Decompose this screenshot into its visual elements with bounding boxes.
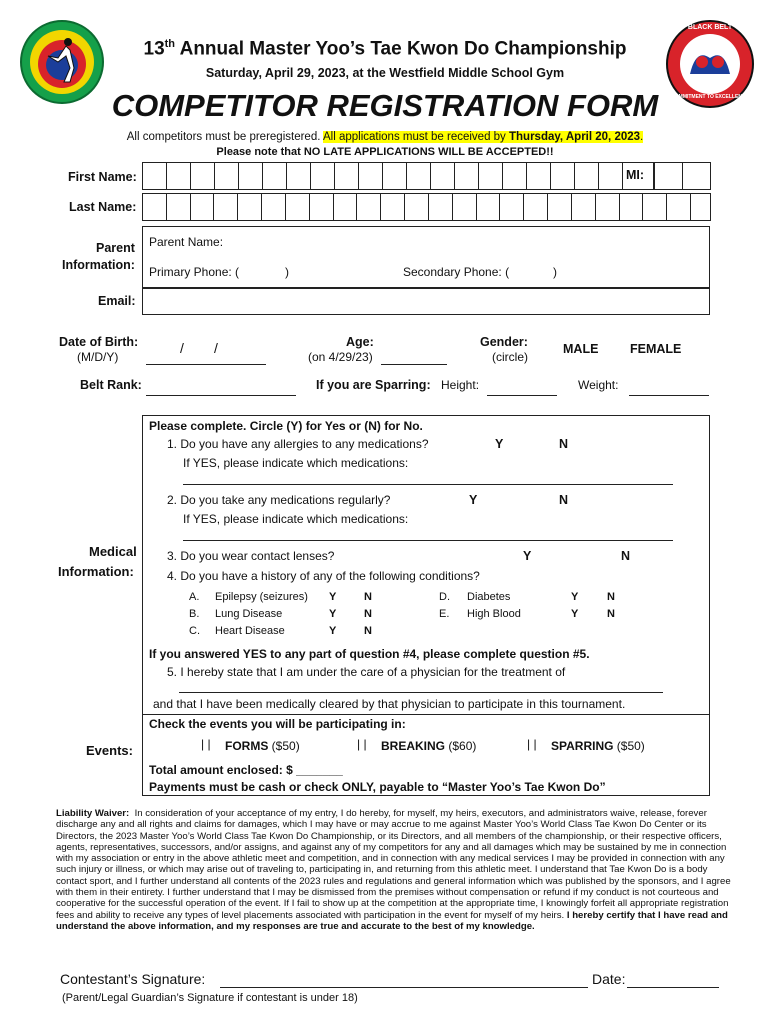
medical-label-1: Medical [89,544,137,559]
dob-label: Date of Birth: [59,335,139,349]
cond-e-letter: E. [439,608,450,620]
liability-waiver: Liability Waiver: In consideration of your acceptance of my entry, I do hereby, for myself, my heirs, executors, and administrators waive, release, forever discharge any and all rights and claims for damages, which I may have or may accrue to me against Master Yoo’s World Class Tae Kwon Do Center or its Directors, the 2023 Master Yoo’s World Class Tae Kwon Do Championship, or its Directors, and all members of the championship, or their respective officers, agents, representatives, successors, and/or assigns, and against any of my competitors for any and all damages which may be sustained by me in connection with my association or entry in the above athletic meet and competition, and in connection with any medical services I may be provided in connection with any such injury or illness, or which may arise out of traveling to, participating in, and returning from this athletic meet. I understand that Tae Kwon Do is a body contact sport, and I further understand all contents of the 2023 rules and regulations and general information which was published by the sponsors, and I agree with them in their entirety. I further understand that I may be dismissed from the premises without compensation or refund if my conduct is not courteous and cooperative for the successful operation of the event. If I fail to show up at the competition at the appropriate time, I knowingly forfeit all appropriate registration fees and ability to receive any types of level placements associated with participation in the event for myself of my heirs. I hereby certify that I have read and understand the above information, and my responses are true and accurate to the best of my knowledge. [56,808,731,932]
cond-a: Epilepsy (seizures) [215,591,308,603]
q1-answer-line[interactable] [183,472,673,485]
form-title: COMPETITOR REGISTRATION FORM [111,88,659,123]
cond-a-yes[interactable]: Y [329,591,337,603]
cond-a-letter: A. [189,591,200,603]
date-label: Date: [592,971,626,987]
cond-d-yes[interactable]: Y [571,591,579,603]
first-name-label: First Name: [68,170,137,184]
q2-no[interactable]: N [559,493,569,507]
cond-b-yes[interactable]: Y [329,608,337,620]
parent-name-field[interactable]: Parent Name: [149,235,224,249]
mi-boxes[interactable] [654,162,711,190]
email-field[interactable] [142,288,710,315]
date-field[interactable] [627,972,719,988]
q5-end: and that I have been medically cleared by that physician to participate in this tournament. [153,697,626,711]
belt-rank-label: Belt Rank: [80,378,142,392]
mi-label: MI: [626,168,645,182]
height-label: Height: [441,378,480,392]
gender-label: Gender: [480,335,528,349]
seal-text-top: BLACK BELT [687,24,733,31]
parent-label-1: Parent [96,241,135,255]
gender-note: (circle) [492,350,528,364]
signature-label: Contestant’s Signature: [60,971,206,987]
q2-sub: If YES, please indicate which medications: [183,512,409,526]
first-name-boxes[interactable] [142,162,623,190]
cond-c: Heart Disease [215,625,285,637]
total-amount[interactable]: Total amount enclosed: $ _______ [149,763,343,777]
seal-text-bottom: COMMITMENT TO EXCELLENCE [671,94,749,100]
signature-field[interactable] [220,972,588,988]
email-label: Email: [98,294,136,308]
left-logo [20,20,104,104]
cond-a-no[interactable]: N [364,591,372,603]
q2-yes[interactable]: Y [469,493,478,507]
q1-yes[interactable]: Y [495,437,504,451]
q1-sub: If YES, please indicate which medications: [183,456,409,470]
age-note: (on 4/29/23) [308,350,373,364]
weight-label: Weight: [578,378,619,392]
cond-e: High Blood [467,608,521,620]
q2-answer-line[interactable] [183,528,673,541]
dob-field[interactable] [146,350,266,365]
q5-answer-line[interactable] [179,680,663,693]
cond-c-no[interactable]: N [364,625,372,637]
q4-text: 4. Do you have a history of any of the following conditions? [167,569,480,583]
kicker-icon [44,36,84,84]
cond-d-no[interactable]: N [607,591,615,603]
secondary-phone-close: ) [553,265,557,279]
primary-phone-close: ) [285,265,289,279]
cond-b-letter: B. [189,608,200,620]
cond-d: Diabetes [467,591,511,603]
q1-text: 1. Do you have any allergies to any medications? [167,437,429,451]
medical-box [142,415,710,715]
breaking-option: BREAKING ($60) [381,739,477,753]
cond-b: Lung Disease [215,608,283,620]
age-label: Age: [346,335,374,349]
forms-checkbox[interactable]: | | [201,737,211,751]
q5-text: 5. I hereby state that I am under the care of a physician for the treatment of [167,665,566,679]
q1-no[interactable]: N [559,437,569,451]
events-check: Check the events you will be participating in: [149,717,406,731]
weight-field[interactable] [629,383,709,396]
cond-b-no[interactable]: N [364,608,372,620]
cond-c-letter: C. [189,625,200,637]
events-box [142,714,710,796]
fighters-icon [686,44,734,84]
cond-e-yes[interactable]: Y [571,608,579,620]
preregister-note: All competitors must be preregistered. All applications must be received by Thursday, April 20, 2023. [126,131,644,143]
dob-slash-1: / [180,340,184,356]
last-name-label: Last Name: [69,200,137,214]
height-field[interactable] [487,383,557,396]
cond-d-letter: D. [439,591,450,603]
late-note: Please note that NO LATE APPLICATIONS WILL BE ACCEPTED!! [216,146,554,158]
gender-male-option[interactable]: MALE [563,342,599,356]
sparring-label: If you are Sparring: [316,378,431,392]
belt-rank-field[interactable] [146,383,296,396]
sparring-option: SPARRING ($50) [551,739,645,753]
q3-text: 3. Do you wear contact lenses? [167,549,335,563]
last-name-boxes[interactable] [142,193,711,221]
payment-note: Payments must be cash or check ONLY, payable to “Master Yoo’s Tae Kwon Do” [149,780,606,794]
right-logo-seal [666,20,754,108]
q3-yes[interactable]: Y [523,549,532,563]
breaking-checkbox[interactable]: | | [357,737,367,751]
events-label: Events: [86,743,133,758]
forms-option: FORMS ($50) [225,739,300,753]
gender-female-option[interactable]: FEMALE [630,342,682,356]
cond-e-no[interactable]: N [607,608,615,620]
signature-note: (Parent/Legal Guardian’s Signature if contestant is under 18) [62,992,358,1004]
dob-slash-2: / [214,340,218,356]
q3-no[interactable]: N [621,549,631,563]
sparring-checkbox[interactable]: | | [527,737,537,751]
q2-text: 2. Do you take any medications regularly? [167,493,391,507]
age-field[interactable] [381,352,447,365]
medical-intro: Please complete. Circle (Y) for Yes or (N) for No. [149,419,423,433]
q5-intro: If you answered YES to any part of question #4, please complete question #5. [149,647,590,661]
parent-info-box [142,226,710,288]
dob-format: (M/D/Y) [77,350,119,364]
event-title: 13th Annual Master Yoo’s Tae Kwon Do Championship [143,38,627,60]
primary-phone-field[interactable]: Primary Phone: ( [149,265,240,279]
secondary-phone-field[interactable]: Secondary Phone: ( [403,265,510,279]
cond-c-yes[interactable]: Y [329,625,337,637]
medical-label-2: Information: [58,564,134,579]
event-subtitle: Saturday, April 29, 2023, at the Westfield Middle School Gym [205,66,565,80]
parent-label-2: Information: [62,258,135,272]
